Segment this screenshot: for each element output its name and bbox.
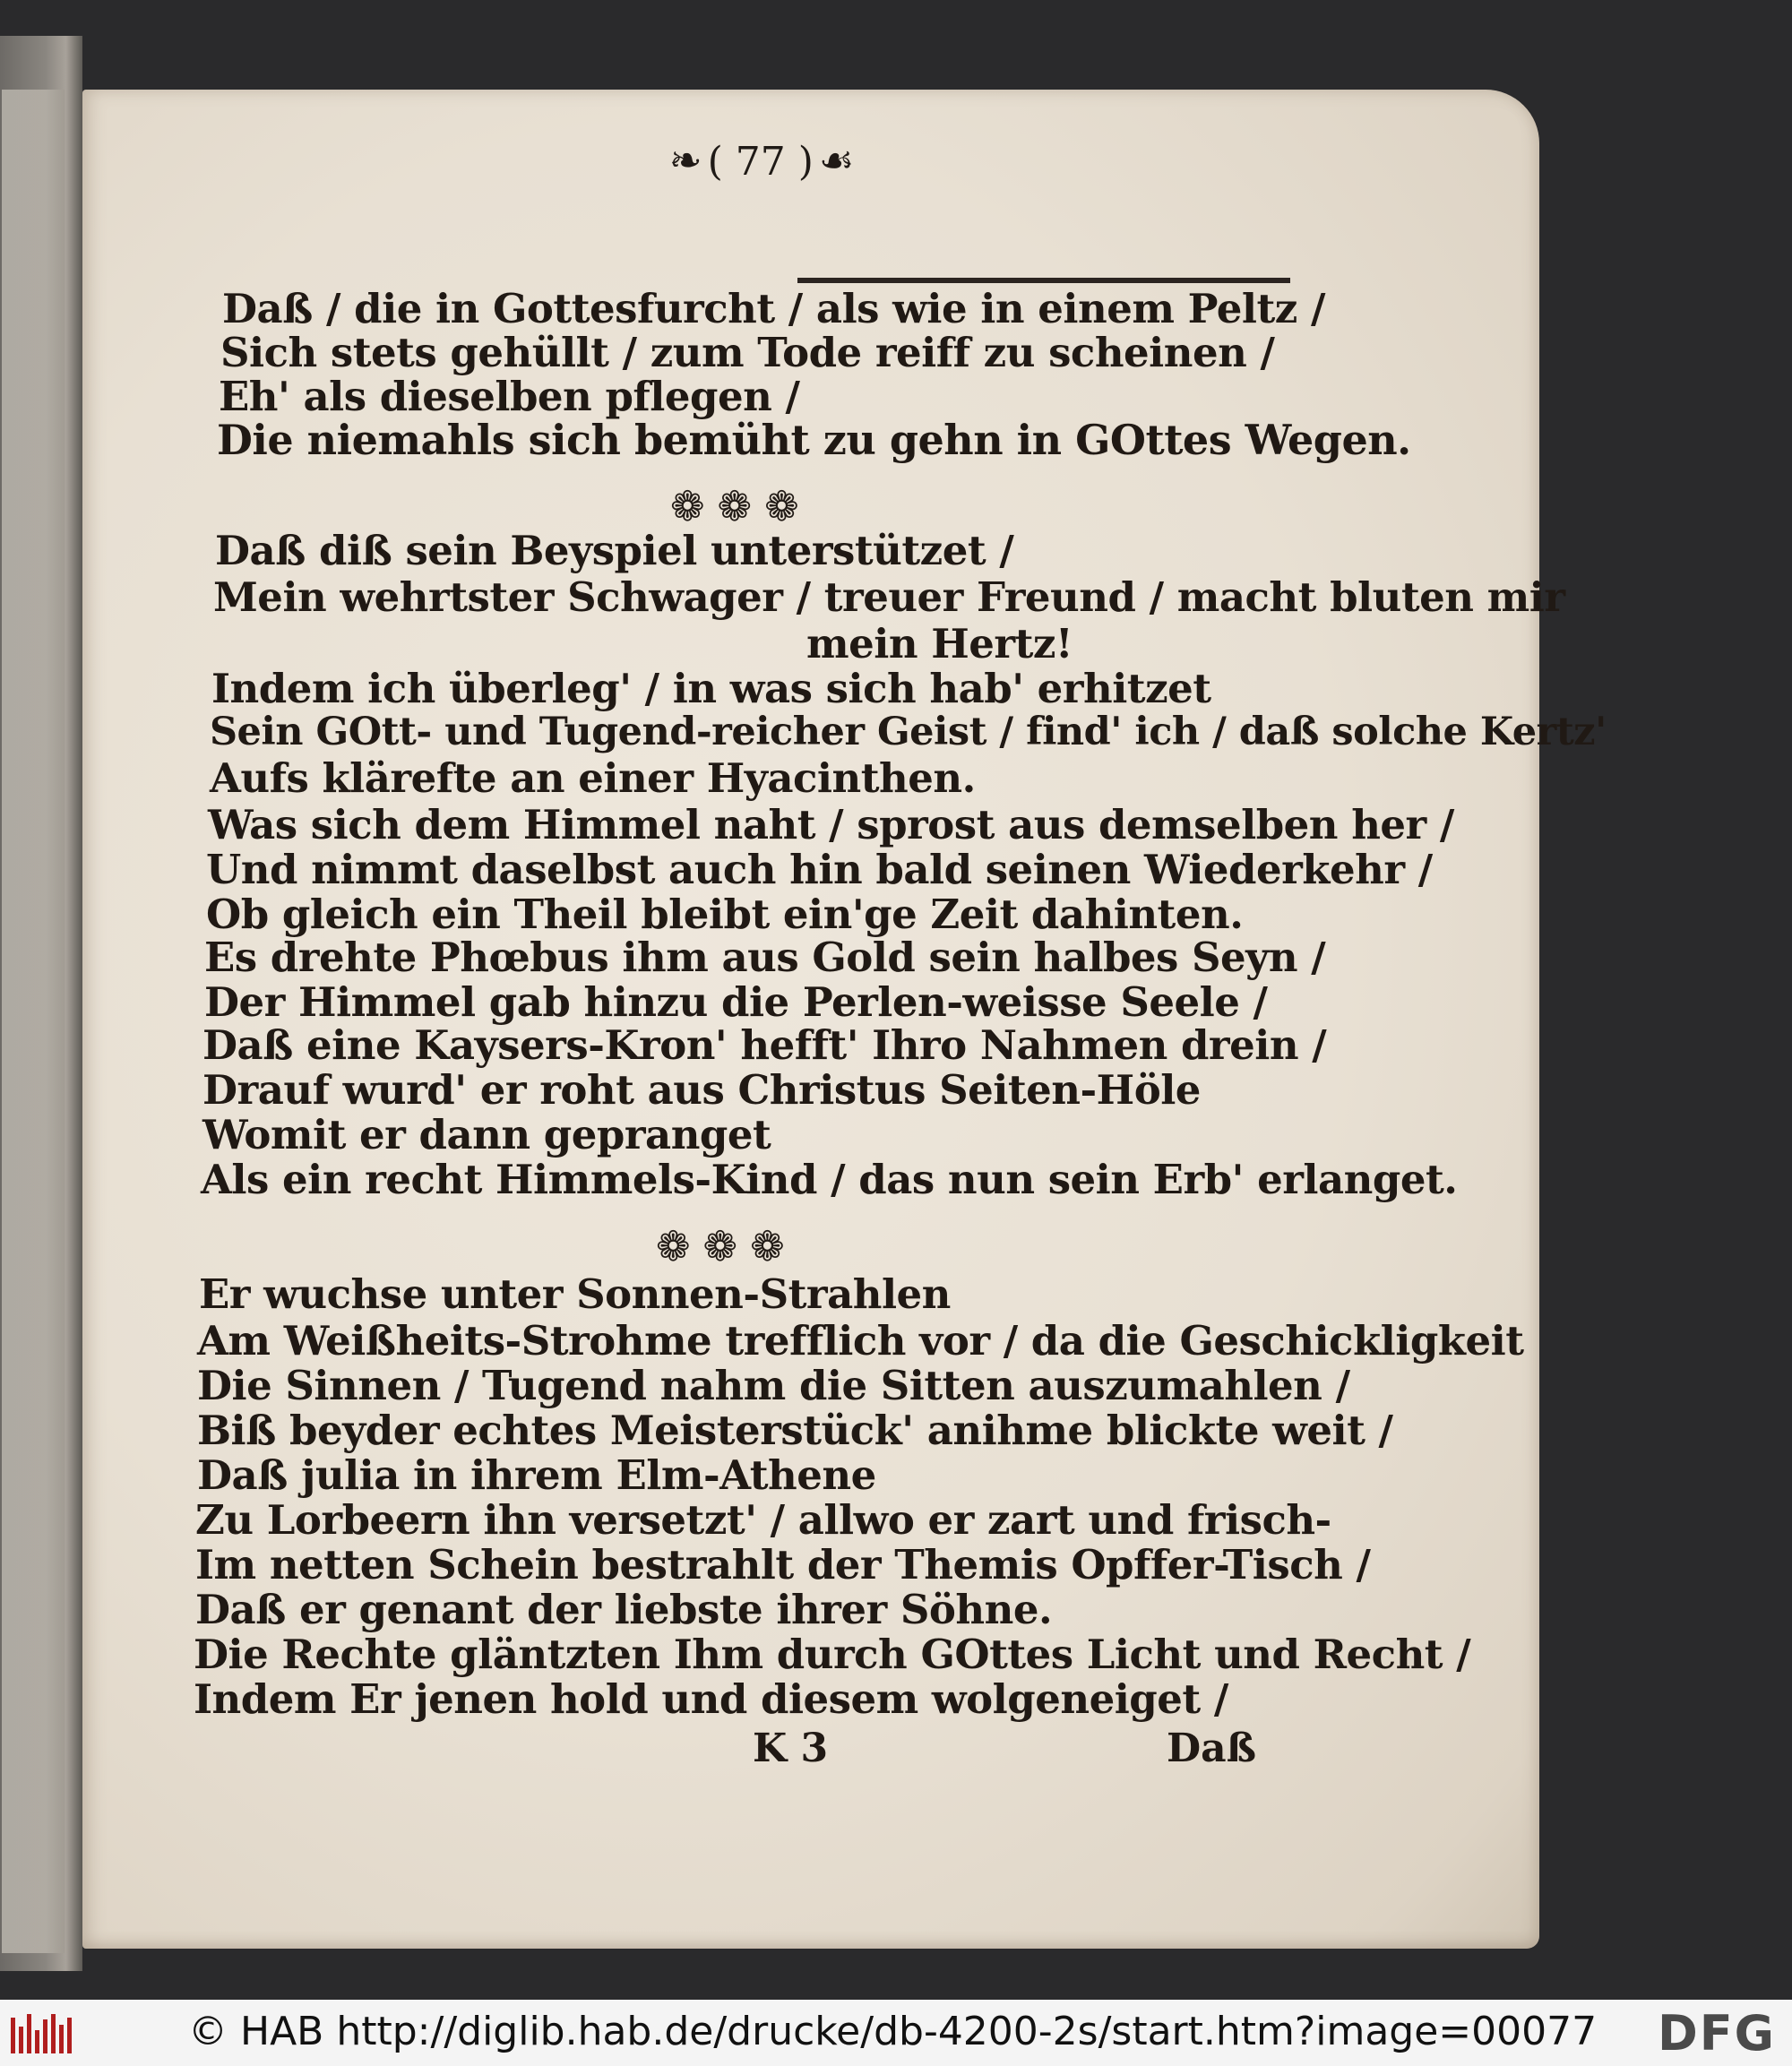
- verse-line: Womit er dann gepranget: [202, 1111, 771, 1158]
- verse-line: Indem Er jenen hold und diesem wolgeneiget /: [194, 1675, 1228, 1723]
- verse-line: Daß er genant der liebste ihrer Söhne.: [195, 1586, 1053, 1633]
- verse-line: Die niemahls sich bemüht zu gehn in GOttes Wegen.: [217, 416, 1411, 464]
- stanza-divider: [670, 482, 799, 530]
- verse-line: Und nimmt daselbst auch hin bald seinen Wiederkehr /: [206, 846, 1433, 893]
- hab-library-logo-icon: [11, 2012, 73, 2053]
- dfg-logo: DFG: [1657, 2005, 1776, 2062]
- verse-line: Der Himmel gab hinzu die Perlen-weisse Seele /: [204, 978, 1268, 1026]
- verse-line: Die Rechte gläntzten Ihm durch GOttes Licht und Recht /: [194, 1631, 1471, 1678]
- stanza-divider: [656, 1222, 785, 1270]
- verse-line: Was sich dem Himmel naht / sprost aus demselben her /: [208, 801, 1454, 848]
- verse-line: Er wuchse unter Sonnen-Strahlen: [199, 1270, 951, 1318]
- verse-line: Mein wehrtster Schwager / treuer Freund / macht bluten mir: [213, 573, 1565, 621]
- verse-line: Sich stets gehüllt / zum Tode reiff zu scheinen /: [220, 329, 1275, 376]
- verse-line: Daß julia in ihrem Elm-Athene: [197, 1451, 876, 1499]
- header-rule: [797, 278, 1290, 283]
- verse-line: Biß beyder echtes Meisterstück' anihme blickte weit /: [197, 1407, 1393, 1454]
- verse-line: Die Sinnen / Tugend nahm die Sitten auszumahlen /: [197, 1362, 1350, 1409]
- verse-line: Eh' als dieselben pflegen /: [219, 373, 800, 420]
- verse-line: Ob gleich ein Theil bleibt ein'ge Zeit dahinten.: [206, 891, 1244, 938]
- verse-line: Sein GOtt- und Tugend-reicher Geist / find' ich / daß solche Kertz': [210, 710, 1607, 754]
- verse-line: Zu Lorbeern ihn versetzt' / allwo er zart und frisch-: [195, 1496, 1331, 1544]
- flower-ornament-icon: ❁: [656, 1222, 691, 1270]
- verse-line: Drauf wurd' er roht aus Christus Seiten-Höle: [202, 1066, 1201, 1114]
- source-link[interactable]: © HAB http://diglib.hab.de/drucke/db-4200-2s/start.htm?image=00077: [188, 2009, 1598, 2054]
- facing-page-paper: [2, 90, 65, 1953]
- verse-line: Aufs klärefte an einer Hyacinthen.: [210, 754, 976, 802]
- flower-ornament-icon: ❁: [750, 1222, 785, 1270]
- header-ornament-left-icon: ❧: [668, 138, 702, 184]
- page-header: [627, 134, 896, 188]
- page-number: ( 77 ): [707, 138, 814, 185]
- verse-line: Indem ich überleg' / in was sich hab' erhitzet: [211, 665, 1211, 712]
- flower-ornament-icon: ❁: [670, 482, 705, 530]
- facing-page-edge: [0, 36, 82, 1971]
- verse-line: Daß eine Kaysers-Kron' hefft' Ihro Nahmen drein /: [202, 1021, 1327, 1069]
- verse-line: Im netten Schein bestrahlt der Themis Opffer-Tisch /: [195, 1541, 1371, 1588]
- flower-ornament-icon: ❁: [702, 1222, 738, 1270]
- verse-line: Daß / die in Gottesfurcht / als wie in einem Peltz /: [222, 285, 1325, 332]
- verse-line: Am Weißheits-Strohme trefflich vor / da die Geschickligkeit: [197, 1317, 1524, 1364]
- verse-line: Als ein recht Himmels-Kind / das nun sein Erb' erlanget.: [201, 1156, 1458, 1203]
- viewer-footer-bar: [0, 2000, 1792, 2066]
- verse-line: Daß diß sein Beyspiel unterstützet /: [215, 527, 1014, 574]
- verse-line-continuation: mein Hertz!: [806, 620, 1073, 667]
- flower-ornament-icon: ❁: [764, 482, 799, 530]
- signature-mark: K 3: [753, 1726, 829, 1771]
- catchword: Daß: [1167, 1726, 1257, 1771]
- verse-line: Es drehte Phœbus ihm aus Gold sein halbes Seyn /: [204, 934, 1326, 981]
- header-ornament-right-icon: ☙: [818, 138, 855, 184]
- flower-ornament-icon: ❁: [717, 482, 753, 530]
